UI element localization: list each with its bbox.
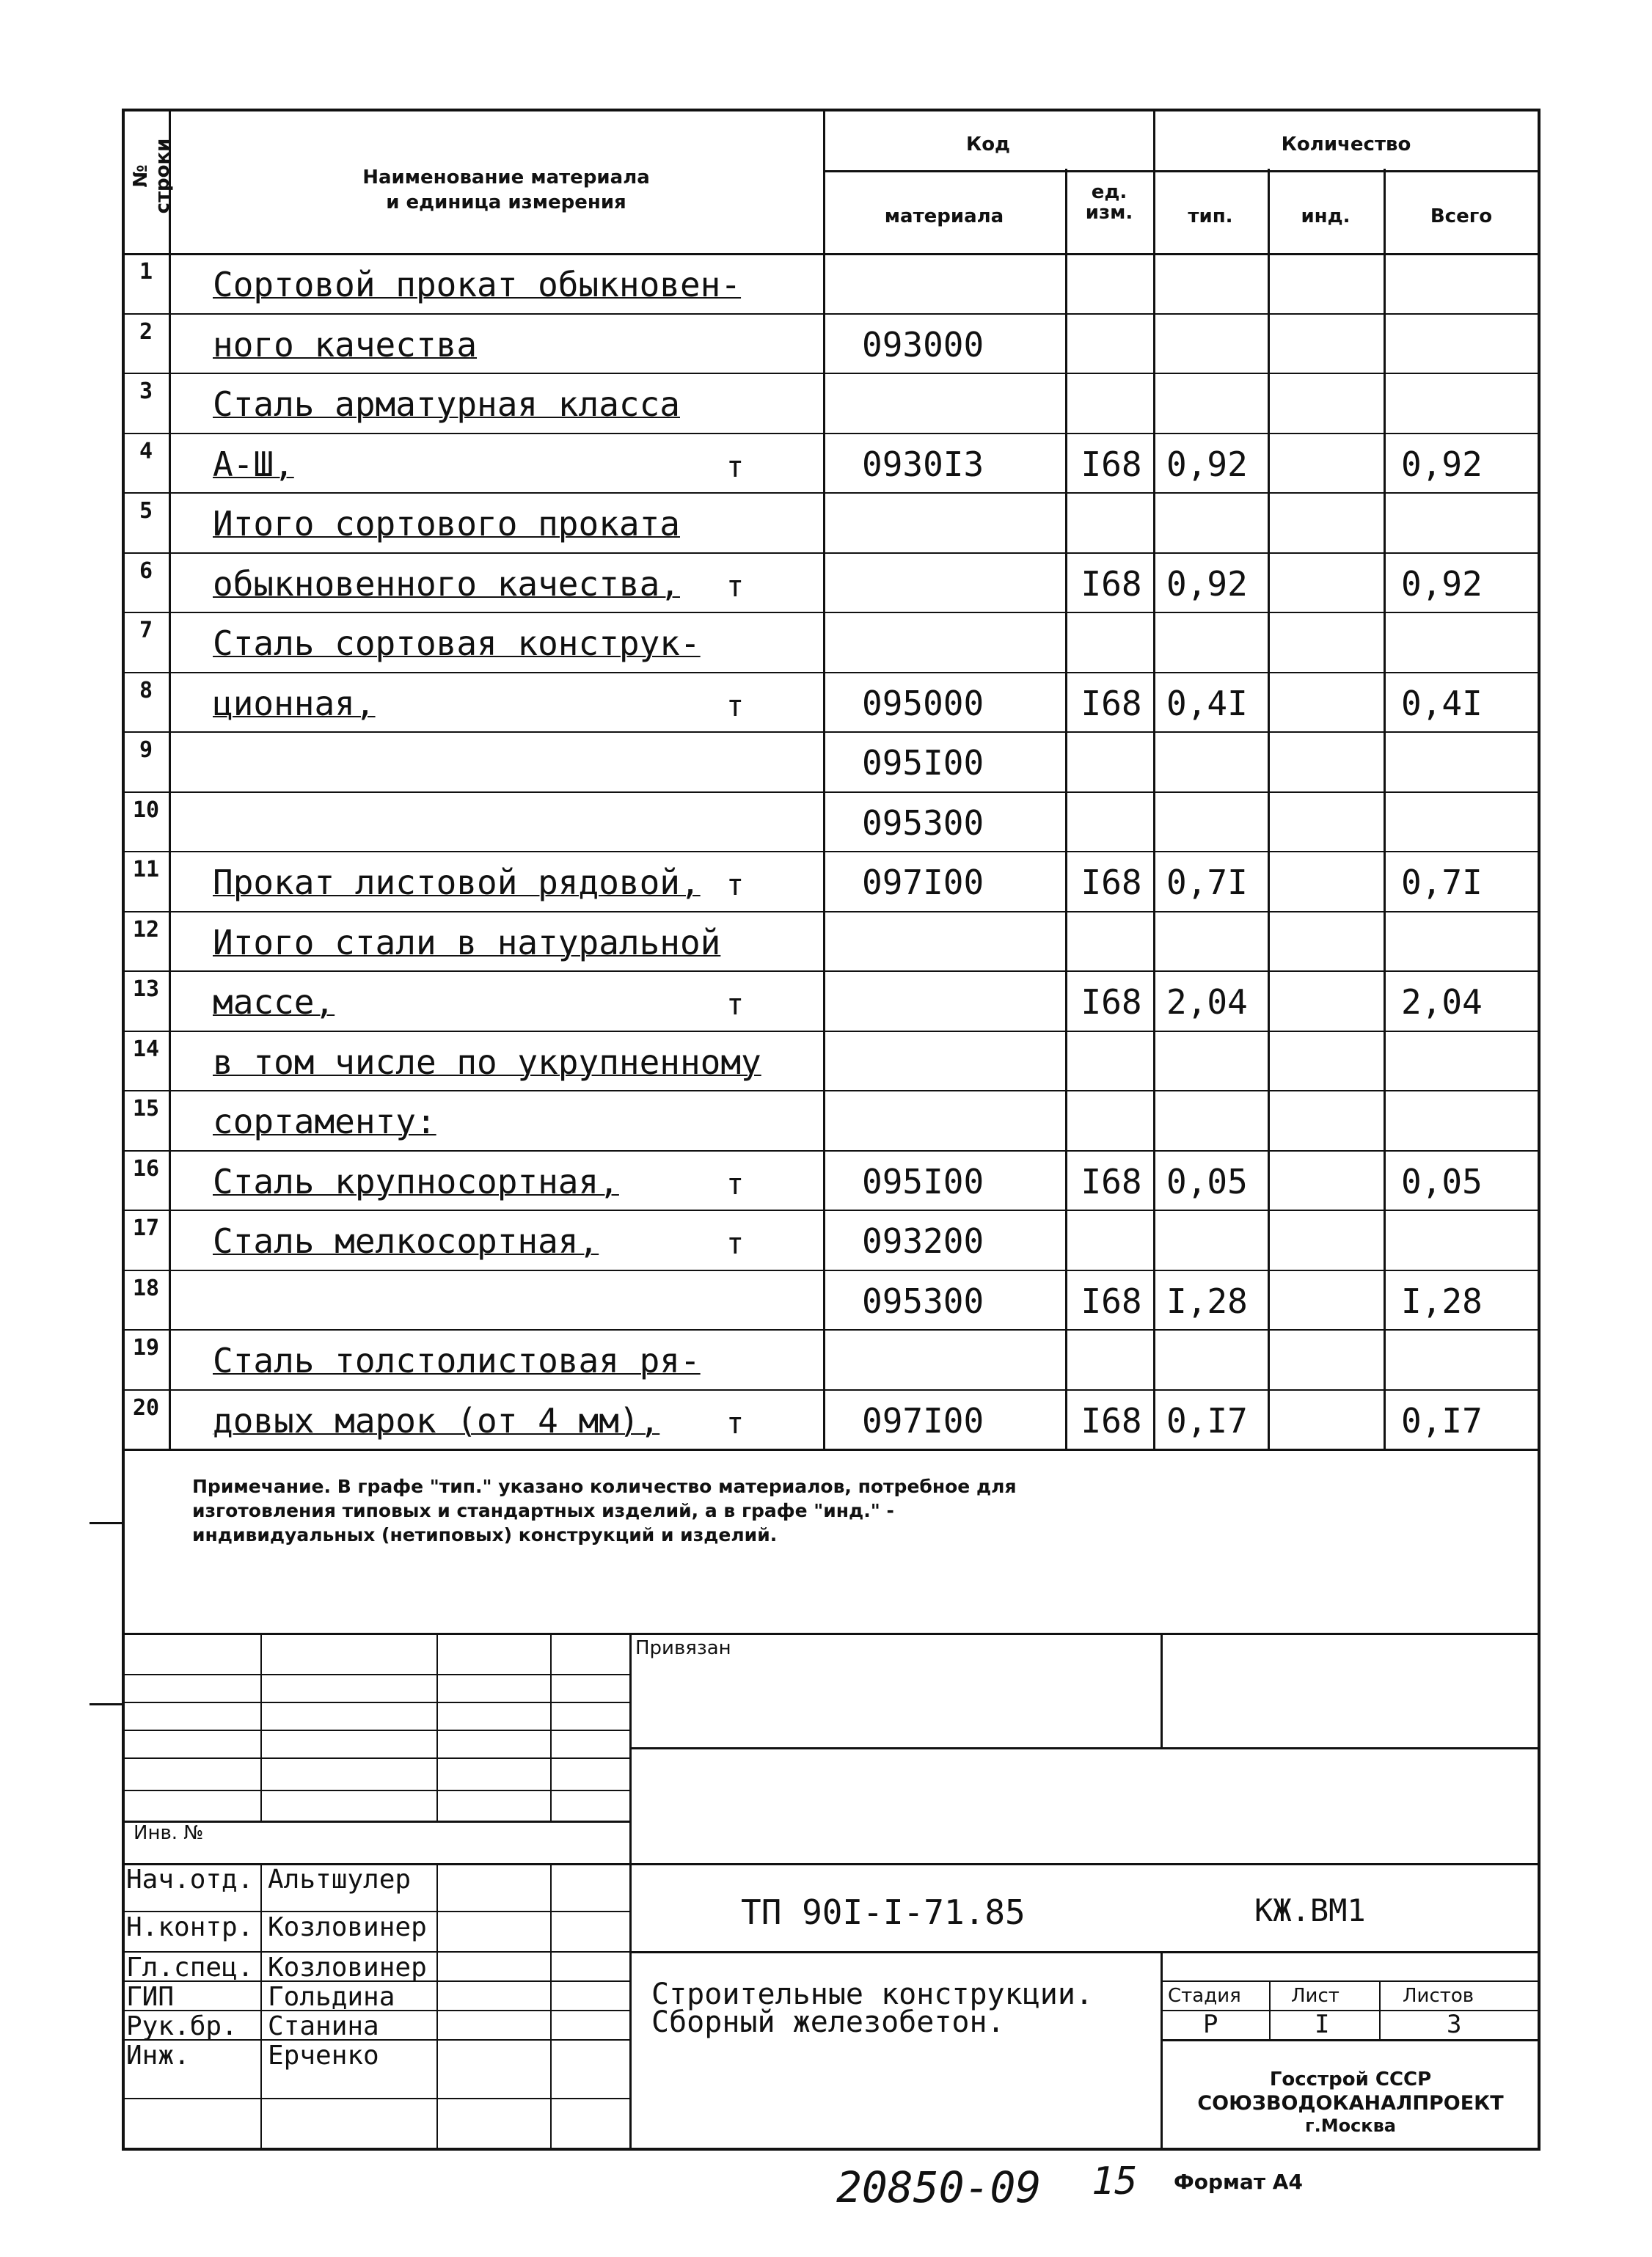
grid-line xyxy=(122,1633,1540,1635)
unit-code: I68 xyxy=(1081,982,1142,1022)
material-name: Прокат листовой рядовой, xyxy=(213,863,701,902)
row-divider xyxy=(122,1270,1540,1271)
grid-line xyxy=(1065,169,1067,1449)
sheets-header: Листов xyxy=(1403,1985,1474,2007)
material-name: Сортовой прокат обыкновен- xyxy=(213,265,742,304)
inventory-number: 20850-09 xyxy=(836,2162,1042,2212)
material-name: Сталь сортовая конструк- xyxy=(213,623,701,663)
document-code: ТП 90I-I-71.85 xyxy=(741,1892,1026,1932)
grid-line xyxy=(122,1790,629,1791)
qty-typ-header: тип. xyxy=(1188,205,1233,227)
row-number: 7 xyxy=(139,618,153,643)
material-name: массе, xyxy=(213,982,335,1022)
material-name: довых марок (от 4 мм), xyxy=(213,1400,660,1441)
material-code: 095I00 xyxy=(862,743,984,783)
material-name: Итого сортового проката xyxy=(213,504,680,544)
row-divider xyxy=(122,791,1540,793)
grid-line xyxy=(629,1863,1540,1865)
row-divider xyxy=(122,1150,1540,1152)
grid-line xyxy=(1161,1980,1540,1982)
material-name: А-Ш, xyxy=(213,444,294,484)
grid-line xyxy=(122,1449,1540,1451)
material-name: Сталь мелкосортная, xyxy=(213,1221,599,1261)
org-name: СОЮЗВОДОКАНАЛПРОЕКТ xyxy=(1197,2092,1504,2115)
privyazan-label: Привязан xyxy=(635,1637,731,1659)
row-divider xyxy=(122,1031,1540,1032)
row-divider xyxy=(122,313,1540,315)
document-mark: КЖ.ВМ1 xyxy=(1254,1892,1366,1928)
row-divider xyxy=(122,1090,1540,1091)
material-name: обыкновенного качества, xyxy=(213,563,680,604)
grid-line xyxy=(550,1633,552,1821)
row-number: 5 xyxy=(139,498,153,524)
grid-line xyxy=(122,1730,629,1731)
qty-total: 0,7I xyxy=(1401,863,1483,902)
qty-total: 0,I7 xyxy=(1401,1400,1483,1441)
row-divider xyxy=(122,373,1540,374)
margin-mark xyxy=(89,1703,122,1705)
code-material-header: материала xyxy=(884,205,1004,227)
signer-role: Инж. xyxy=(126,2041,190,2071)
grid-line xyxy=(436,1863,438,2151)
qty-total: 0,92 xyxy=(1401,444,1483,484)
row-divider xyxy=(122,672,1540,673)
grid-line xyxy=(122,253,1540,255)
signer-name: Козловинер xyxy=(268,1912,427,1942)
code-group-header: Код xyxy=(965,133,1011,156)
row-number: 6 xyxy=(139,557,153,584)
unit-code: I68 xyxy=(1081,1161,1142,1201)
material-name: ционная, xyxy=(213,683,376,723)
signer-role: ГИП xyxy=(126,1982,175,2012)
material-name: ного качества xyxy=(213,324,478,365)
material-code: 095300 xyxy=(862,802,984,843)
paper-format: Формат А4 xyxy=(1174,2170,1303,2194)
inventory-number-label: Инв. № xyxy=(134,1822,204,1844)
row-divider xyxy=(122,731,1540,733)
unit-code: I68 xyxy=(1081,563,1142,604)
code-unit-header: ед. изм. xyxy=(1085,181,1133,224)
margin-mark xyxy=(89,1522,122,1524)
row-number-header: № строки xyxy=(130,138,174,214)
row-number: 11 xyxy=(132,857,160,882)
grid-line xyxy=(260,1633,262,1821)
row-number: 4 xyxy=(139,438,153,464)
grid-line xyxy=(260,1863,262,2151)
qty-total: 2,04 xyxy=(1401,982,1483,1022)
material-name: сортаменту: xyxy=(213,1102,436,1141)
signer-name: Станина xyxy=(268,2011,379,2041)
material-name: Сталь толстолистовая ря- xyxy=(213,1341,701,1380)
material-code: 093200 xyxy=(862,1221,984,1261)
row-number: 9 xyxy=(139,737,153,763)
signer-role: Гл.спец. xyxy=(126,1953,254,1983)
qty-typical: 0,92 xyxy=(1166,563,1248,604)
row-number: 19 xyxy=(132,1335,160,1361)
unit-code: I68 xyxy=(1081,1400,1142,1441)
grid-line xyxy=(629,1633,632,2151)
material-name: в том числе по укрупненному xyxy=(213,1042,761,1082)
material-code: 095I00 xyxy=(862,1161,984,1201)
unit-label: т xyxy=(726,450,745,484)
row-number: 18 xyxy=(132,1275,160,1301)
unit-code: I68 xyxy=(1081,863,1142,902)
grid-line xyxy=(629,1951,1540,1953)
note-text: Примечание. В графе "тип." указано количество материалов, потребное для изготовления типовых и стандартных изделий, а в графе "инд." - индивидуальных (нетиповых) конструкций и изделий. xyxy=(192,1476,1017,1545)
document-title: Строительные конструкции. Сборный железобетон. xyxy=(651,1978,1094,2039)
material-code: 097I00 xyxy=(862,1400,984,1441)
stage-header: Стадия xyxy=(1168,1985,1241,2007)
qty-typical: 0,4I xyxy=(1166,683,1248,723)
row-divider xyxy=(122,492,1540,494)
qty-typical: 0,I7 xyxy=(1166,1400,1248,1441)
qty-total: 0,05 xyxy=(1401,1161,1483,1201)
material-name: Сталь арматурная класса xyxy=(213,384,680,424)
sheets-value: 3 xyxy=(1447,2010,1462,2039)
signer-role: Нач.отд. xyxy=(126,1865,254,1895)
page-number: 15 xyxy=(1092,2159,1138,2203)
unit-label: т xyxy=(726,1227,745,1261)
row-number: 13 xyxy=(132,976,160,1002)
unit-label: т xyxy=(726,1406,745,1441)
signer-role: Рук.бр. xyxy=(126,2011,238,2041)
org-ministry: Госстрой СССР xyxy=(1269,2068,1432,2090)
material-code: 093000 xyxy=(862,324,984,365)
qty-total: 0,92 xyxy=(1401,563,1483,604)
unit-code: I68 xyxy=(1081,683,1142,723)
qty-ind-header: инд. xyxy=(1301,205,1351,227)
row-number: 10 xyxy=(132,797,160,823)
row-number: 2 xyxy=(139,318,153,345)
material-name: Сталь крупносортная, xyxy=(213,1161,619,1201)
grid-line xyxy=(1268,169,1270,1449)
unit-label: т xyxy=(726,569,745,604)
row-divider xyxy=(122,851,1540,852)
row-divider xyxy=(122,1389,1540,1391)
signer-name: Альтшулер xyxy=(268,1865,412,1895)
row-divider xyxy=(122,433,1540,434)
row-number: 3 xyxy=(139,378,153,404)
material-code: 095300 xyxy=(862,1281,984,1321)
grid-line xyxy=(169,110,171,1449)
row-divider xyxy=(122,1329,1540,1331)
row-number: 14 xyxy=(132,1036,160,1062)
signer-name: Ерченко xyxy=(268,2041,379,2071)
row-divider xyxy=(122,1210,1540,1211)
grid-line xyxy=(550,1863,552,2151)
unit-label: т xyxy=(726,689,745,723)
org-city: г.Москва xyxy=(1305,2115,1396,2136)
qty-typical: 0,05 xyxy=(1166,1161,1248,1201)
row-divider xyxy=(122,911,1540,912)
qty-typical: 0,92 xyxy=(1166,444,1248,484)
row-number: 16 xyxy=(132,1155,160,1182)
grid-line xyxy=(436,1633,438,1821)
qty-typical: 2,04 xyxy=(1166,982,1248,1022)
signer-name: Гольдина xyxy=(268,1982,395,2012)
signer-divider xyxy=(122,2098,629,2099)
row-divider xyxy=(122,552,1540,554)
row-number: 20 xyxy=(132,1394,160,1421)
unit-label: т xyxy=(726,1167,745,1201)
qty-typical: 0,7I xyxy=(1166,863,1248,902)
unit-label: т xyxy=(726,988,745,1022)
row-number: 17 xyxy=(132,1215,160,1241)
signer-name: Козловинер xyxy=(268,1953,427,1983)
qty-total-header: Всего xyxy=(1430,205,1493,227)
grid-line xyxy=(1161,1633,1163,1747)
row-divider xyxy=(122,612,1540,613)
qty-total: I,28 xyxy=(1401,1281,1483,1321)
material-code: 097I00 xyxy=(862,863,984,902)
material-code: 095000 xyxy=(862,683,984,723)
material-name: Итого стали в натуральной xyxy=(213,922,721,962)
unit-label: т xyxy=(726,868,745,902)
sheet-header: Лист xyxy=(1291,1985,1339,2007)
unit-code: I68 xyxy=(1081,1281,1142,1321)
sheet-value: I xyxy=(1315,2010,1330,2039)
grid-line xyxy=(1384,169,1386,1449)
stage-value: Р xyxy=(1203,2010,1218,2039)
grid-line xyxy=(823,170,1539,172)
qty-typical: I,28 xyxy=(1166,1281,1248,1321)
grid-line xyxy=(823,110,825,1449)
grid-line xyxy=(1161,2039,1540,2041)
row-number: 8 xyxy=(139,677,153,703)
grid-line xyxy=(122,1674,629,1675)
grid-line xyxy=(1153,110,1155,1449)
row-number: 1 xyxy=(139,259,153,285)
unit-code: I68 xyxy=(1081,444,1142,484)
row-divider xyxy=(122,970,1540,972)
name-column-header: Наименование материала и единица измерения xyxy=(362,167,650,213)
quantity-group-header: Количество xyxy=(1281,133,1411,156)
qty-total: 0,4I xyxy=(1401,683,1483,723)
row-number: 15 xyxy=(132,1096,160,1122)
grid-line xyxy=(122,1702,629,1703)
signer-role: Н.контр. xyxy=(126,1912,254,1942)
material-code: 0930I3 xyxy=(862,444,984,484)
row-number: 12 xyxy=(132,916,160,943)
grid-line xyxy=(122,1757,629,1759)
grid-line xyxy=(629,1747,1540,1749)
